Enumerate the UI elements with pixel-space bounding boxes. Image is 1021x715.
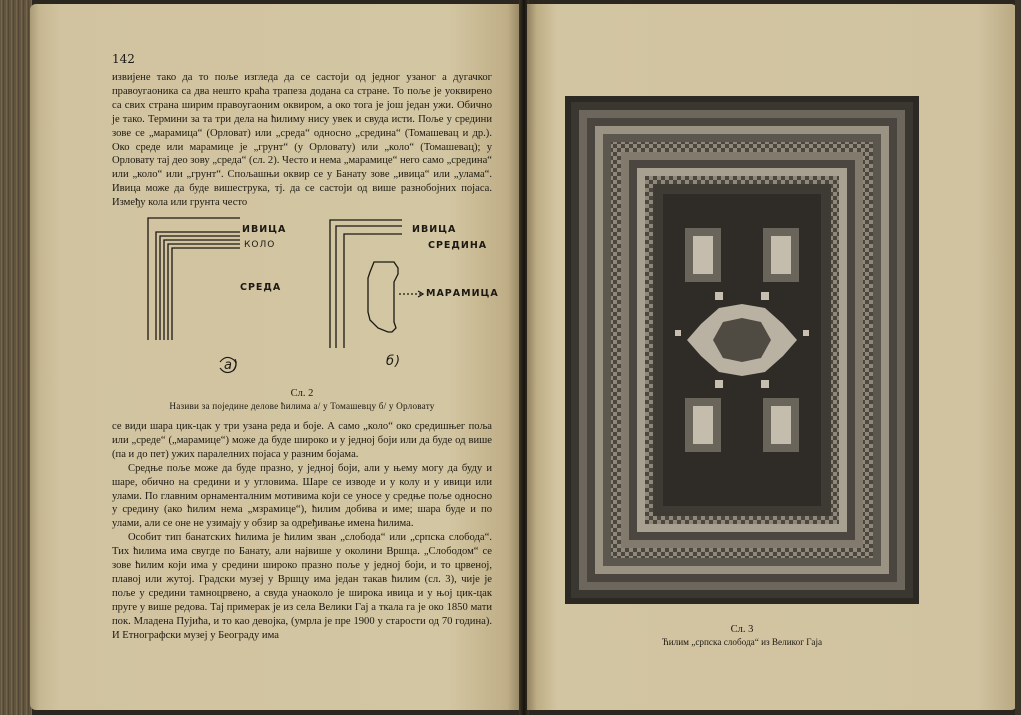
paragraph: се види шара цик-цак у три узана реда и боје. А само „коло“ око средишњег поља или „среде“ („марамице“) може да буде широко и у једној боји или да буде од више (па и до пет) ужих паралелних појаса у разним бојама. <box>112 421 492 460</box>
label-ivica-b: ИВИЦА <box>412 224 457 235</box>
text-block-bottom <box>112 420 492 643</box>
figure-3-caption-title: Сл. 3 <box>730 624 754 635</box>
figure-2-diagram <box>112 210 497 380</box>
page-number: 142 <box>112 52 135 66</box>
page-edges-left <box>0 0 32 715</box>
kilim-rug-image <box>565 96 919 604</box>
paragraph: Особит тип банатских ћилима је ћилим зван „слобода“ или „српска слобода“. Тих ћилима има свугде по Банату, али највише у околини Вршца. „Слободом“ се зове ћилим који има у средини широко празно поље у једној боји, и то црвеној, плавој или жутој. Градски музеј у Вршцу има један такав ћилим (сл. 3), чије је поље у средини тамноцрвено, а свуда унаоколо је широка ивица и у њој цик-цак пруге у више редова. Тај примерак је из села Велики Гај а ткала га је око 1850 мати пок. Младена Пујића, и то као девојка, (умрла је пре 1900 у старости од 70 година). И Етнографски музеј у Београду има <box>112 532 492 641</box>
kilim-photo <box>565 96 919 604</box>
text-block-top <box>112 71 492 210</box>
figure-2-caption-text: Називи за поједине делове ћилима а/ у Томашевцу б/ у Орловату <box>169 401 435 411</box>
figure-3-caption-text: Ћилим „српска слобода“ из Великог Гаја <box>661 637 823 647</box>
label-a: а) <box>224 358 240 373</box>
paragraph: Средње поље може да буде празно, у једној боји, али у њему могу да буду и шаре, обично на средини и у угловима. Шаре се изводе и у колу и у ивици или улами. По главним орнаменталним мотивима који се уносе у средње поље односно у средину (ако ћилим нема „мзрамице“), ћилим добива и име; шара буде и по улами, али се оне не узимају у обзир за одређивање имена ћилима. <box>112 462 492 530</box>
label-ivica-a: ИВИЦА <box>242 224 287 235</box>
label-maramica: МАРАМИЦА <box>426 288 499 299</box>
label-sreda: СРЕДА <box>240 282 282 293</box>
label-kolo: КОЛО <box>244 240 276 250</box>
label-sredina: СРЕДИНА <box>428 240 488 251</box>
label-b: б) <box>386 354 402 369</box>
paragraph: извијене тако да то поље изгледа да се састоји од једног узаног а дугачког правоугаоника са два нешто краћа трапеза додана са стране. То поље је уоквирено са свих страна ширим правоугаоним оквиром, а око тога је још један ужи. Обично је тако. Термини за та три дела на ћилиму нису увек и свуда исти. Поље у средини зове се „марамица“ (Орловат) или „среда“ односно „средина“ (Томашевац и др.). Око среде или марамице је „грунт“ (у Орловату) или „коло“ (Томашевац); у Орловату тај део зову „среда“ (сл. 2). Често и нема „марамице“ него само „средина“ или „коло“ или „грунт“. Спољашњи оквир се у Банату зове „ивица“ или „улама“. Ивица може да буде вишеструка, тј. да се састоји од више разнобојних појаса. Између кола или грунта често <box>112 72 492 209</box>
figure-2-caption-title: Сл. 2 <box>290 388 314 399</box>
right-page-content <box>527 4 1017 710</box>
